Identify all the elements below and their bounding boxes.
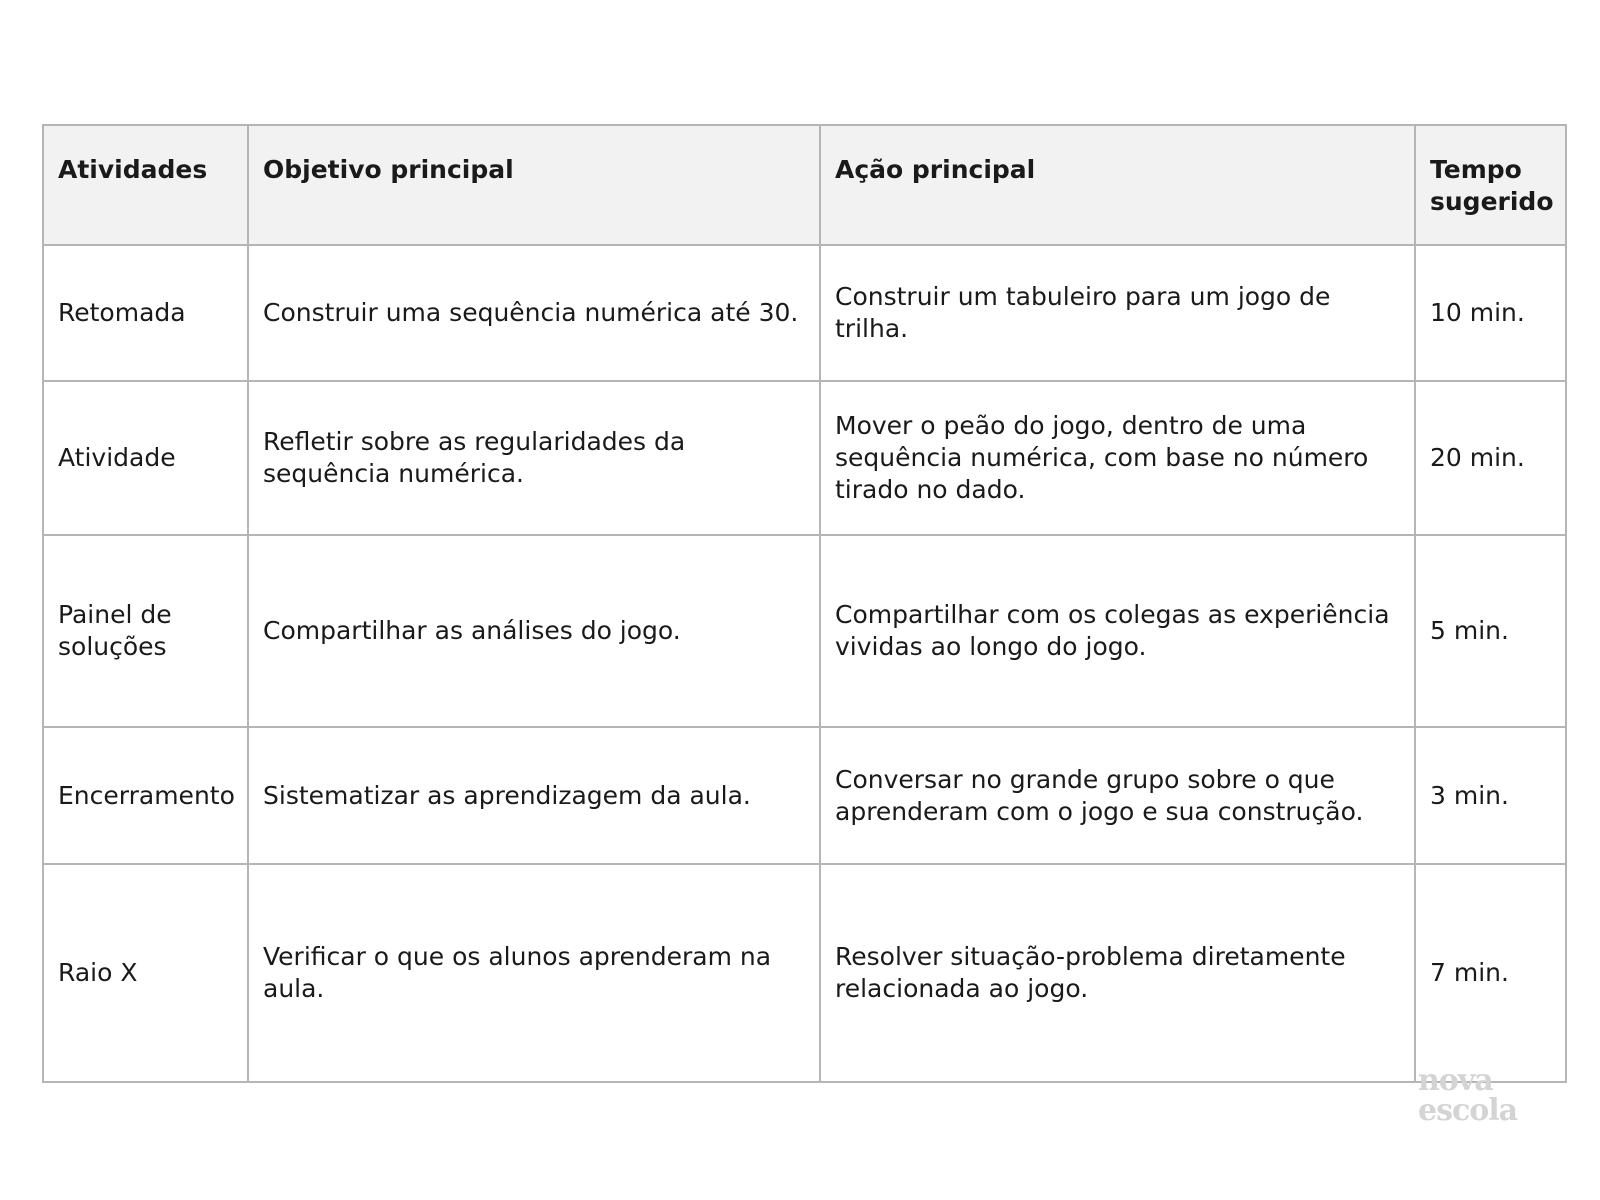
table-row bbox=[43, 245, 1566, 381]
header-acao: Ação principal bbox=[820, 125, 1415, 245]
cell-tempo: 20 min. bbox=[1415, 381, 1566, 535]
watermark-line-2: escola bbox=[1418, 1093, 1518, 1128]
table-header-row bbox=[43, 125, 1566, 245]
cell-atividade: Retomada bbox=[43, 245, 248, 381]
cell-acao: Compartilhar com os colegas as experiência vividas ao longo do jogo. bbox=[820, 535, 1415, 727]
lesson-plan-table bbox=[42, 124, 1567, 1083]
nova-escola-watermark bbox=[1418, 1063, 1518, 1128]
table-row bbox=[43, 864, 1566, 1082]
watermark-line-1: nova bbox=[1418, 1063, 1493, 1098]
cell-tempo: 3 min. bbox=[1415, 727, 1566, 864]
header-objetivo: Objetivo principal bbox=[248, 125, 820, 245]
table-row bbox=[43, 381, 1566, 535]
cell-atividade: Raio X bbox=[43, 864, 248, 1082]
cell-tempo: 10 min. bbox=[1415, 245, 1566, 381]
cell-objetivo: Sistematizar as aprendizagem da aula. bbox=[248, 727, 820, 864]
cell-objetivo: Compartilhar as análises do jogo. bbox=[248, 535, 820, 727]
cell-acao: Resolver situação-problema diretamente relacionada ao jogo. bbox=[820, 864, 1415, 1082]
header-atividades: Atividades bbox=[43, 125, 248, 245]
cell-acao: Mover o peão do jogo, dentro de uma sequência numérica, com base no número tirado no dado. bbox=[820, 381, 1415, 535]
cell-tempo: 7 min. bbox=[1415, 864, 1566, 1082]
table-row bbox=[43, 727, 1566, 864]
cell-acao: Conversar no grande grupo sobre o que aprenderam com o jogo e sua construção. bbox=[820, 727, 1415, 864]
cell-tempo: 5 min. bbox=[1415, 535, 1566, 727]
cell-objetivo: Refletir sobre as regularidades da sequência numérica. bbox=[248, 381, 820, 535]
header-tempo: Tempo sugerido bbox=[1415, 125, 1566, 245]
table-row bbox=[43, 535, 1566, 727]
cell-atividade: Encerramento bbox=[43, 727, 248, 864]
cell-acao: Construir um tabuleiro para um jogo de trilha. bbox=[820, 245, 1415, 381]
cell-objetivo: Construir uma sequência numérica até 30. bbox=[248, 245, 820, 381]
cell-atividade: Painel de soluções bbox=[43, 535, 248, 727]
cell-atividade: Atividade bbox=[43, 381, 248, 535]
cell-objetivo: Verificar o que os alunos aprenderam na aula. bbox=[248, 864, 820, 1082]
